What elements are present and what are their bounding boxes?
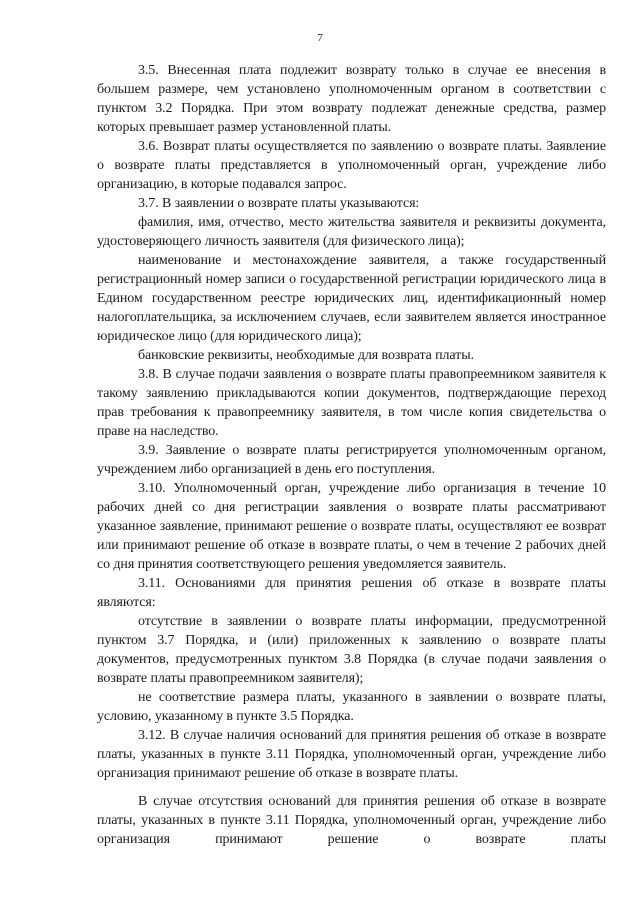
paragraph-3-6: 3.6. Возврат платы осуществляется по заявлению о возврате платы. Заявление о возврате платы представляется в уполномоченный орган, учреждение либо организацию, в которые подавался запрос.: [97, 139, 606, 192]
paragraph-3-8: 3.8. В случае подачи заявления о возврате платы правопреемником заявителя к такому заявлению прикладываются копии документов, подтверждающие переход прав требования к правопреемнику заявителя, в том числе копия свидетельства о праве на наследство.: [97, 367, 606, 439]
paragraph-3-11: 3.11. Основаниями для принятия решения об отказе в возврате платы являются:: [97, 576, 606, 610]
paragraph-continuation: В случае отсутствия оснований для принятия решения об отказе в возврате платы, указанных в пункте 3.11 Порядка, уполномоченный орган, учреждение либо организация принимают решение о возврате платы: [97, 794, 606, 847]
paragraph-3-5: 3.5. Внесенная плата подлежит возврату только в случае ее внесения в большем размере, чем установлено уполномоченным органом в соответствии с пунктом 3.2 Порядка. При этом возврату подлежат денежные средства, размер которых превышает размер установленной платы.: [97, 63, 606, 135]
paragraph-gap: [97, 783, 606, 792]
document-body: [97, 61, 606, 849]
list-item-individual: фамилия, имя, отчество, место жительства заявителя и реквизиты документа, удостоверяющего личность заявителя (для физического лица);: [97, 215, 606, 249]
paragraph-3-7: 3.7. В заявлении о возврате платы указываются:: [138, 196, 420, 211]
list-item-missing-info: отсутствие в заявлении о возврате платы информации, предусмотренной пунктом 3.7 Порядка, и (или) приложенных к заявлению о возврате платы документов, предусмотренных пунктом 3.8 Порядка (в случае подачи заявления о возврате платы правопреемником заявителя);: [97, 614, 606, 686]
paragraph-3-10: 3.10. Уполномоченный орган, учреждение либо организация в течение 10 рабочих дней со дня регистрации заявления о возврате платы рассматривают указанное заявление, принимают решение о возврате платы, осуществляют ее возврат или принимают решение об отказе в возврате платы, о чем в течение 2 рабочих дней со дня принятия соответствующего решения уведомляется заявитель.: [97, 481, 606, 572]
list-item-bank-details: банковские реквизиты, необходимые для возврата платы.: [138, 348, 474, 363]
paragraph-3-12: 3.12. В случае наличия оснований для принятия решения об отказе в возврате платы, указанных в пункте 3.11 Порядка, уполномоченный орган, учреждение либо организация принимают решение об отказе в возврате платы.: [97, 728, 606, 781]
list-item-amount-mismatch: не соответствие размера платы, указанного в заявлении о возврате платы, условию, указанному в пункте 3.5 Порядка.: [97, 690, 606, 724]
page-number: 7: [317, 32, 323, 44]
list-item-legal-entity: наименование и местонахождение заявителя, а также государственный регистрационный номер записи о государственной регистрации юридического лица в Едином государственном реестре юридических лиц, идентификационный номер налогоплательщика, за исключением случаев, если заявителем является иностранное юридическое лицо (для юридического лица);: [97, 253, 606, 344]
paragraph-3-9: 3.9. Заявление о возврате платы регистрируется уполномоченным органом, учреждением либо организацией в день его поступления.: [97, 443, 606, 477]
